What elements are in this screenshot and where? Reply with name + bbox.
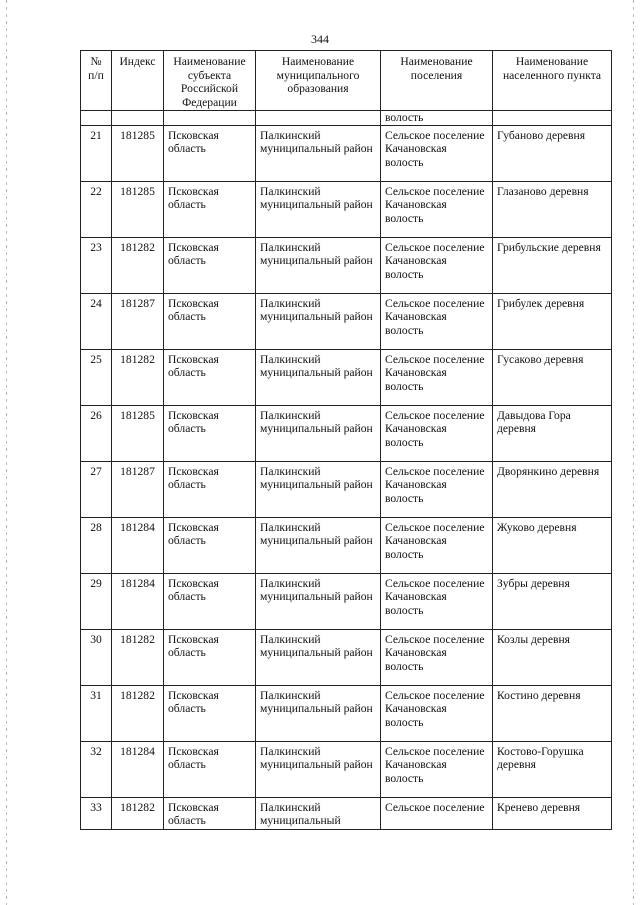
table-row <box>81 293 612 349</box>
cell-num: 33 <box>81 797 112 829</box>
table-row <box>81 741 612 797</box>
cell-num: 28 <box>81 517 112 573</box>
cell-num: 29 <box>81 573 112 629</box>
cell-index: 181284 <box>112 517 164 573</box>
header-locality: Наименование населенного пункта <box>493 51 612 111</box>
cell-locality: Кренево деревня <box>493 797 612 829</box>
cell-municipality: Палкинский муниципальный <box>256 797 381 829</box>
cell-subject: Псковская область <box>164 629 256 685</box>
cell-settlement: Сельское поселение Качановская волость <box>381 741 493 797</box>
cell-subject: Псковская область <box>164 349 256 405</box>
cell-municipality: Палкинский муниципальный район <box>256 629 381 685</box>
cell-num: 26 <box>81 405 112 461</box>
cell-locality <box>493 111 612 126</box>
cell-index: 181285 <box>112 125 164 181</box>
cell-municipality: Палкинский муниципальный район <box>256 125 381 181</box>
header-settlement: Наименование поселения <box>381 51 493 111</box>
cell-num <box>81 111 112 126</box>
cell-locality: Козлы деревня <box>493 629 612 685</box>
table-row <box>81 573 612 629</box>
cell-municipality: Палкинский муниципальный район <box>256 349 381 405</box>
cell-num: 24 <box>81 293 112 349</box>
table-row <box>81 405 612 461</box>
table-header-row <box>81 51 612 111</box>
cell-settlement: Сельское поселение Качановская волость <box>381 461 493 517</box>
table-row <box>81 181 612 237</box>
cell-subject: Псковская область <box>164 181 256 237</box>
table-row <box>81 125 612 181</box>
table-row <box>81 517 612 573</box>
cell-locality: Глазаново деревня <box>493 181 612 237</box>
cell-subject <box>164 111 256 126</box>
cell-settlement: Сельское поселение Качановская волость <box>381 125 493 181</box>
cell-locality: Костово-Горушка деревня <box>493 741 612 797</box>
header-num: № п/п <box>81 51 112 111</box>
cell-settlement: Сельское поселение <box>381 797 493 829</box>
cell-index: 181285 <box>112 181 164 237</box>
cell-municipality: Палкинский муниципальный район <box>256 573 381 629</box>
cell-subject: Псковская область <box>164 293 256 349</box>
scan-edge-right <box>633 0 634 905</box>
cell-num: 27 <box>81 461 112 517</box>
cell-num: 32 <box>81 741 112 797</box>
cell-index: 181282 <box>112 629 164 685</box>
cell-municipality: Палкинский муниципальный район <box>256 517 381 573</box>
cell-subject: Псковская область <box>164 517 256 573</box>
cell-index: 181282 <box>112 349 164 405</box>
cell-index: 181284 <box>112 741 164 797</box>
cell-num: 21 <box>81 125 112 181</box>
continuation-row <box>81 111 612 126</box>
header-subject: Наименование субъекта Российской Федерации <box>164 51 256 111</box>
cell-locality: Дворянкино деревня <box>493 461 612 517</box>
cell-settlement: Сельское поселение Качановская волость <box>381 181 493 237</box>
cell-locality: Гусаково деревня <box>493 349 612 405</box>
cell-locality: Давыдова Гора деревня <box>493 405 612 461</box>
cell-num: 22 <box>81 181 112 237</box>
cell-locality: Жуково деревня <box>493 517 612 573</box>
cell-municipality: Палкинский муниципальный район <box>256 181 381 237</box>
cell-municipality <box>256 111 381 126</box>
cell-municipality: Палкинский муниципальный район <box>256 293 381 349</box>
cell-index: 181284 <box>112 573 164 629</box>
cell-settlement: Сельское поселение Качановская волость <box>381 573 493 629</box>
cell-subject: Псковская область <box>164 125 256 181</box>
cell-settlement: Сельское поселение Качановская волость <box>381 349 493 405</box>
cell-num: 31 <box>81 685 112 741</box>
cell-municipality: Палкинский муниципальный район <box>256 741 381 797</box>
cell-settlement: волость <box>381 111 493 126</box>
cell-index <box>112 111 164 126</box>
header-municipality: Наименование муниципального образования <box>256 51 381 111</box>
cell-index: 181282 <box>112 237 164 293</box>
cell-settlement: Сельское поселение Качановская волость <box>381 405 493 461</box>
cell-subject: Псковская область <box>164 405 256 461</box>
table-row <box>81 461 612 517</box>
cell-subject: Псковская область <box>164 797 256 829</box>
cell-subject: Псковская область <box>164 573 256 629</box>
table-row <box>81 685 612 741</box>
cell-settlement: Сельское поселение Качановская волость <box>381 517 493 573</box>
table-row <box>81 797 612 829</box>
cell-municipality: Палкинский муниципальный район <box>256 685 381 741</box>
cell-municipality: Палкинский муниципальный район <box>256 405 381 461</box>
cell-settlement: Сельское поселение Качановская волость <box>381 685 493 741</box>
cell-settlement: Сельское поселение Качановская волость <box>381 629 493 685</box>
cell-subject: Псковская область <box>164 741 256 797</box>
cell-subject: Псковская область <box>164 237 256 293</box>
cell-num: 23 <box>81 237 112 293</box>
cell-locality: Грибульские деревня <box>493 237 612 293</box>
cell-settlement: Сельское поселение Качановская волость <box>381 293 493 349</box>
page-number: 344 <box>311 32 329 46</box>
table-row <box>81 237 612 293</box>
cell-index: 181282 <box>112 685 164 741</box>
table-row <box>81 629 612 685</box>
cell-settlement: Сельское поселение Качановская волость <box>381 237 493 293</box>
cell-municipality: Палкинский муниципальный район <box>256 461 381 517</box>
cell-index: 181287 <box>112 461 164 517</box>
cell-locality: Зубры деревня <box>493 573 612 629</box>
cell-index: 181282 <box>112 797 164 829</box>
cell-num: 25 <box>81 349 112 405</box>
table-row <box>81 349 612 405</box>
cell-subject: Псковская область <box>164 461 256 517</box>
cell-index: 181285 <box>112 405 164 461</box>
cell-locality: Костино деревня <box>493 685 612 741</box>
cell-num: 30 <box>81 629 112 685</box>
cell-locality: Грибулек деревня <box>493 293 612 349</box>
cell-index: 181287 <box>112 293 164 349</box>
cell-municipality: Палкинский муниципальный район <box>256 237 381 293</box>
settlements-table <box>80 50 612 830</box>
header-index: Индекс <box>112 51 164 111</box>
cell-locality: Губаново деревня <box>493 125 612 181</box>
cell-subject: Псковская область <box>164 685 256 741</box>
scan-edge-left <box>6 0 7 905</box>
